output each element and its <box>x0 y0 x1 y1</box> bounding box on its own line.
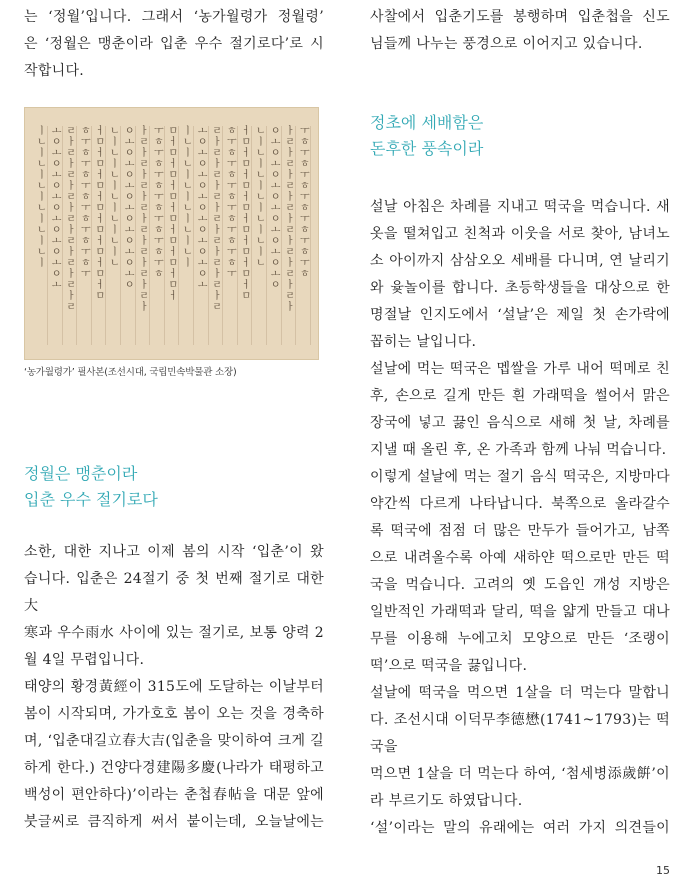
body-line: 록 떡국에 점점 더 많은 만두가 들어가고, 남쪽 <box>370 523 670 539</box>
body-line: 약간씩 다르게 나타납니다. 북쪽으로 올라갈수 <box>370 496 670 512</box>
body-line: 옷을 떨쳐입고 친척과 이웃을 서로 찾아, 남녀노 <box>370 226 670 242</box>
body-line: 설날 아침은 차례를 지내고 떡국을 먹습니다. 새 <box>370 199 670 215</box>
body-line: 습니다. 입춘은 24절기 중 첫 번째 절기로 대한大 <box>24 571 324 614</box>
left-column <box>24 0 324 836</box>
body-line: 일반적인 가래떡과 달리, 떡을 얇게 만들고 대나 <box>370 604 670 620</box>
page-number: 15 <box>656 864 670 877</box>
manuscript-script-column: ㄹㅏㄹㅏㄹㅏㄹㅏㄹㅏㄹㅏㄹㅏㄹㅏㄹ <box>66 126 77 313</box>
manuscript-script-column: ㅗㅇㅗㅇㅗㅇㅗㅇㅗㅇㅗㅇㅗㅇㅗ <box>197 126 208 291</box>
manuscript-script-column: ㅜㅎㅜㅎㅜㅎㅜㅎㅜㅎㅜㅎㅜㅎ <box>299 126 310 280</box>
body-line: 붓글씨로 큼직하게 써서 붙이는데, 오늘날에는 <box>24 814 324 830</box>
section-heading-line: 입춘 우수 절기로다 <box>24 490 158 509</box>
section2-body <box>370 194 670 842</box>
body-line: 태양의 황경黃經이 315도에 도달하는 이날부터 <box>24 679 324 695</box>
manuscript-script-column: ㅜㅎㅜㅎㅜㅎㅜㅎㅜㅎㅜㅎㅜㅎ <box>153 126 164 280</box>
body-line: 지낼 때 올린 후, 온 가족과 함께 나눠 먹습니다. <box>370 442 667 458</box>
body-line: 장국에 넣고 끓인 음식으로 새해 첫 날, 차례를 <box>370 415 670 431</box>
body-line: 寒과 우수雨水 사이에 있는 절기로, 보통 양력 2 <box>24 625 324 641</box>
manuscript-image <box>24 107 319 360</box>
body-line: 이렇게 설날에 먹는 절기 음식 떡국은, 지방마다 <box>370 469 670 485</box>
manuscript-script-column: ㅇㅗㅇㅗㅇㅗㅇㅗㅇㅗㅇㅗㅇㅗㅇ <box>270 126 281 291</box>
body-line: 다. 조선시대 이덕무李德懋(1741~1793)는 떡국을 <box>370 712 670 755</box>
body-line: 소한, 대한 지나고 이제 봄의 시작 ‘입춘’이 왔 <box>24 544 324 560</box>
body-line: 는 ‘정월’입니다. 그래서 ‘농가월령가 정월령’ <box>24 9 324 25</box>
manuscript-script-column: ㅣㄴㅣㄴㅣㄴㅣㄴㅣㄴㅣㄴㅣ <box>183 126 193 269</box>
body-line: 무를 이용해 누에고치 모양으로 만든 ‘조랭이 <box>370 631 670 647</box>
body-line: 봄이 시작되며, 가가호호 봄이 오는 것을 경축하 <box>24 706 324 722</box>
manuscript-script-column: ㅗㅇㅗㅇㅗㅇㅗㅇㅗㅇㅗㅇㅗㅇㅗ <box>51 126 62 291</box>
manuscript-script-column: ㅎㅜㅎㅜㅎㅜㅎㅜㅎㅜㅎㅜㅎㅜ <box>80 126 91 280</box>
body-line: 명절날 인지도에서 ‘설날’은 제일 첫 손가락에 <box>370 307 670 323</box>
body-line: 소 아이까지 삼삼오오 세배를 다니며, 연 날리기 <box>370 253 670 269</box>
manuscript-script-column: ㅁㅓㅁㅓㅁㅓㅁㅓㅁㅓㅁㅓㅁㅓㅁㅓ <box>168 126 179 302</box>
body-line: 하게 한다.) 건양다경建陽多慶(나라가 태평하고 <box>24 760 324 776</box>
body-line: 설날에 먹는 떡국은 멥쌀을 가루 내어 떡메로 친 <box>370 361 670 377</box>
body-line: 은 ‘정월은 맹춘이라 입춘 우수 절기로다’로 시 <box>24 36 324 52</box>
body-line: 후, 손으로 길게 만든 흰 가래떡을 썰어서 맑은 <box>370 388 670 404</box>
body-line: 국을 먹습니다. 고려의 옛 도읍인 개성 지방은 <box>370 577 670 593</box>
manuscript-script-column: ㄴㅣㄴㅣㄴㅣㄴㅣㄴㅣㄴㅣㄴ <box>256 126 266 269</box>
section-heading-line: 돈후한 풍속이라 <box>370 139 484 158</box>
body-line: ‘설’이라는 말의 유래에는 여러 가지 의견들이 <box>370 820 670 836</box>
body-line: 꼽히는 날입니다. <box>370 334 477 350</box>
manuscript-script-column: ㅓㅁㅓㅁㅓㅁㅓㅁㅓㅁㅓㅁㅓㅁㅓㅁ <box>95 126 106 302</box>
body-line: 님들께 나누는 풍경으로 이어지고 있습니다. <box>370 36 643 52</box>
manuscript-script-column: ㅣㄴㅣㄴㅣㄴㅣㄴㅣㄴㅣㄴㅣ <box>37 126 47 269</box>
body-line: 월 4일 무렵입니다. <box>24 652 145 668</box>
body-line: 백성이 편안하다)’이라는 춘첩春帖을 대문 앞에 <box>24 787 324 803</box>
body-line: 며, ‘입춘대길立春大吉(입춘을 맞이하여 크게 길 <box>24 733 324 749</box>
manuscript-script-column: ㅎㅜㅎㅜㅎㅜㅎㅜㅎㅜㅎㅜㅎㅜ <box>226 126 237 280</box>
body-line: 와 윷놀이를 합니다. 초등학생들을 대상으로 한 <box>370 280 670 296</box>
manuscript-script-column: ㄹㅏㄹㅏㄹㅏㄹㅏㄹㅏㄹㅏㄹㅏㄹㅏㄹ <box>212 126 223 313</box>
body-line: 사찰에서 입춘기도를 봉행하며 입춘첩을 신도 <box>370 9 670 25</box>
manuscript-script-column: ㅏㄹㅏㄹㅏㄹㅏㄹㅏㄹㅏㄹㅏㄹㅏㄹㅏ <box>285 126 296 313</box>
manuscript-script-column: ㅏㄹㅏㄹㅏㄹㅏㄹㅏㄹㅏㄹㅏㄹㅏㄹㅏ <box>139 126 150 313</box>
manuscript-script-column: ㅓㅁㅓㅁㅓㅁㅓㅁㅓㅁㅓㅁㅓㅁㅓㅁ <box>241 126 252 302</box>
body-line: 떡’으로 떡국을 끓입니다. <box>370 658 528 674</box>
body-line: 으로 내려올수록 아예 새하얀 떡으로만 만든 떡 <box>370 550 670 566</box>
right-column <box>370 0 670 842</box>
section-heading-line: 정초에 세배함은 <box>370 113 484 132</box>
body-line: 작합니다. <box>24 63 85 79</box>
body-line: 라 부르기도 하였답니다. <box>370 793 523 809</box>
body-line: 설날에 떡국을 먹으면 1살을 더 먹는다 말합니 <box>370 685 670 701</box>
section-heading-line: 정월은 맹춘이라 <box>24 464 138 483</box>
manuscript-script-column: ㅇㅗㅇㅗㅇㅗㅇㅗㅇㅗㅇㅗㅇㅗㅇ <box>124 126 135 291</box>
body-line: 먹으면 1살을 더 먹는다 하여, ‘첨세병添歲餠’이 <box>370 766 670 782</box>
image-caption: ‘농가월령가’ 필사본(조선시대, 국립민속박물관 소장) <box>24 367 237 378</box>
manuscript-script-column: ㄴㅣㄴㅣㄴㅣㄴㅣㄴㅣㄴㅣㄴ <box>110 126 120 269</box>
